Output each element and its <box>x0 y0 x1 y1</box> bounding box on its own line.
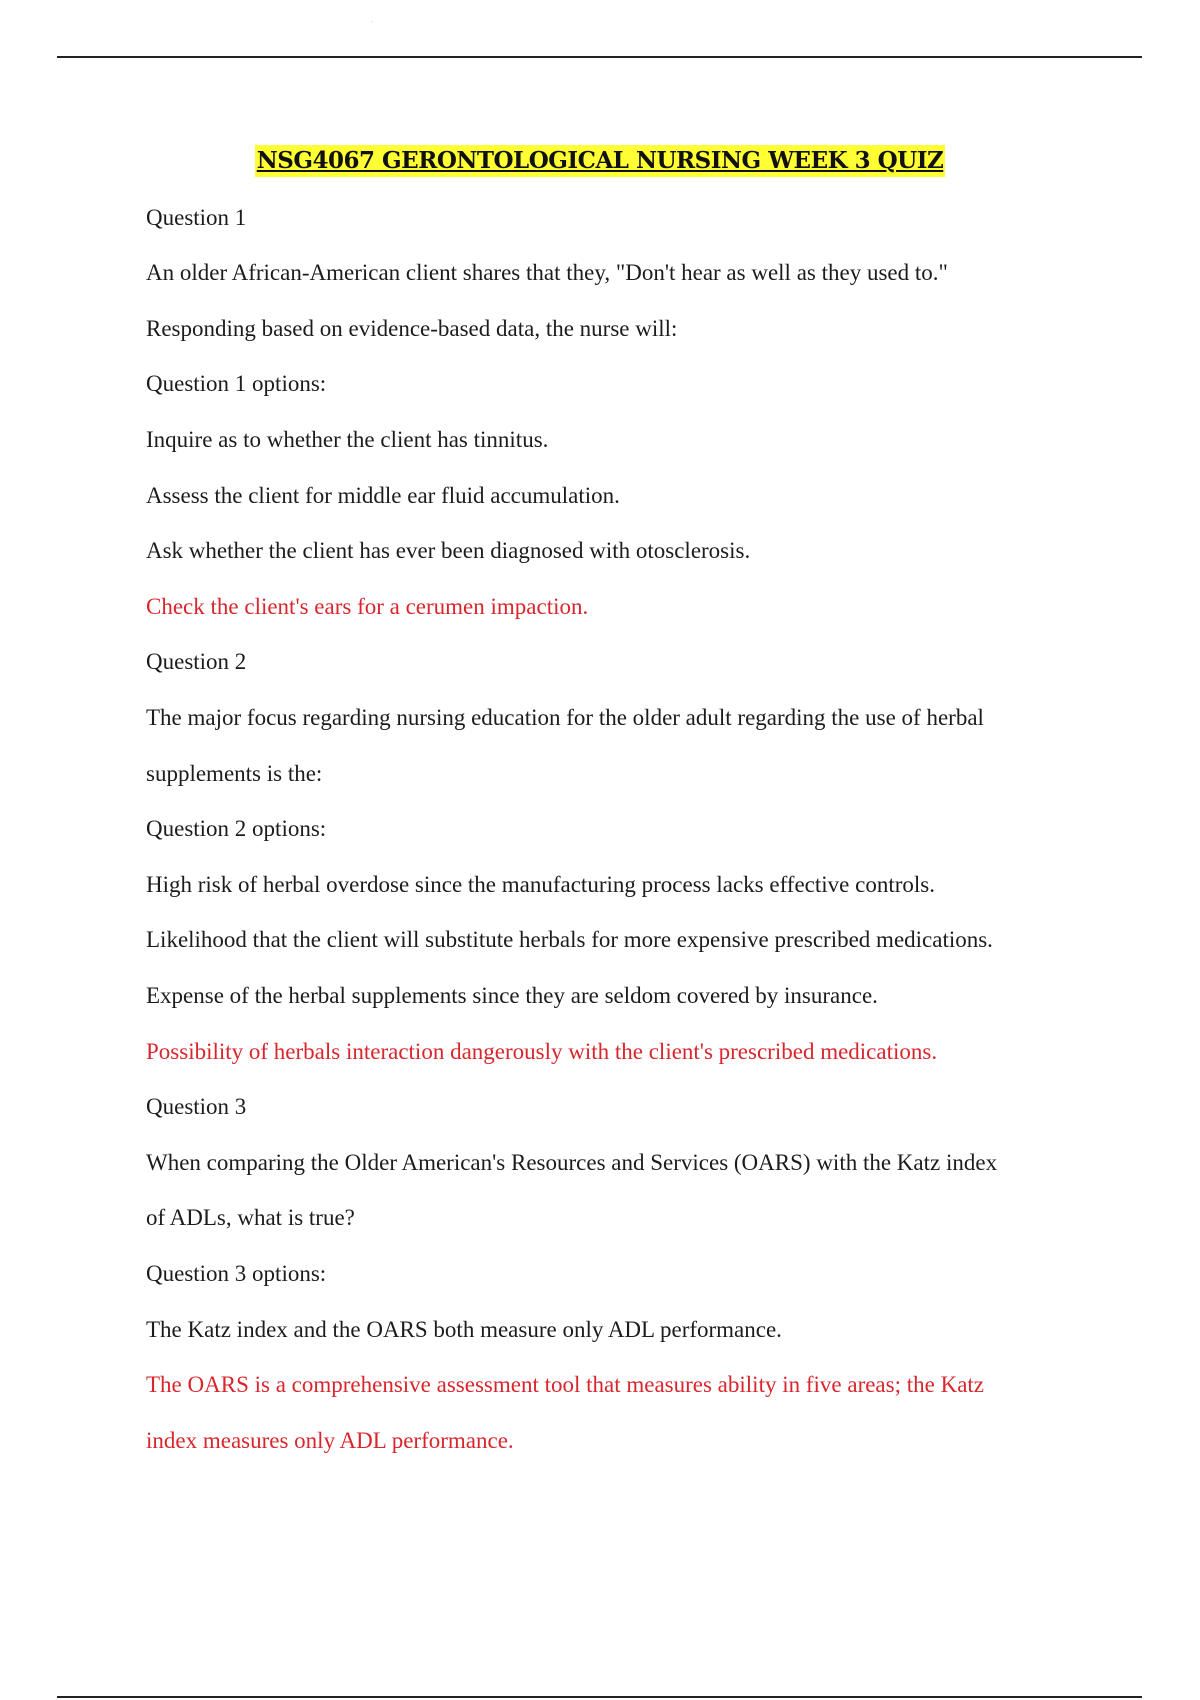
question-2-option-3: Expense of the herbal supplements since they are seldom covered by insurance. <box>146 983 878 1008</box>
question-1-text-line-1: An older African-American client shares that they, "Don't hear as well as they used to." <box>146 260 948 285</box>
question-2-option-2: Likelihood that the client will substitute herbals for more expensive prescribed medications. <box>146 927 993 952</box>
question-1-option-1: Inquire as to whether the client has tinnitus. <box>146 427 549 452</box>
question-1-text-line-2: Responding based on evidence-based data, the nurse will: <box>146 316 678 341</box>
bottom-rule <box>57 1696 1142 1698</box>
question-3-option-1: The Katz index and the OARS both measure only ADL performance. <box>146 1317 782 1342</box>
question-1-option-2: Assess the client for middle ear fluid accumulation. <box>146 483 620 508</box>
title-container <box>0 145 1200 177</box>
question-1-label: Question 1 <box>146 205 247 230</box>
page-title: NSG4067 GERONTOLOGICAL NURSING WEEK 3 QUIZ <box>255 145 946 177</box>
question-3-options-label: Question 3 options: <box>146 1261 327 1286</box>
question-1-options-label: Question 1 options: <box>146 371 327 396</box>
question-1-correct-option: Check the client's ears for a cerumen impaction. <box>146 594 589 619</box>
top-rule <box>57 56 1142 58</box>
question-3-correct-option-line-1: The OARS is a comprehensive assessment tool that measures ability in five areas; the Katz <box>146 1372 984 1397</box>
question-2-options-label: Question 2 options: <box>146 816 327 841</box>
question-3-label: Question 3 <box>146 1094 247 1119</box>
question-3-text-line-1: When comparing the Older American's Resources and Services (OARS) with the Katz index <box>146 1150 998 1175</box>
page-mark: ` <box>371 20 374 29</box>
question-2-label: Question 2 <box>146 649 247 674</box>
question-2-text-line-1: The major focus regarding nursing education for the older adult regarding the use of herbal <box>146 705 984 730</box>
question-3-text-line-2: of ADLs, what is true? <box>146 1205 355 1230</box>
question-3-correct-option-line-2: index measures only ADL performance. <box>146 1428 514 1453</box>
question-2-text-line-2: supplements is the: <box>146 761 323 786</box>
question-2-option-1: High risk of herbal overdose since the manufacturing process lacks effective controls. <box>146 872 935 897</box>
question-2-correct-option: Possibility of herbals interaction dangerously with the client's prescribed medications. <box>146 1039 938 1064</box>
question-1-option-3: Ask whether the client has ever been diagnosed with otosclerosis. <box>146 538 751 563</box>
